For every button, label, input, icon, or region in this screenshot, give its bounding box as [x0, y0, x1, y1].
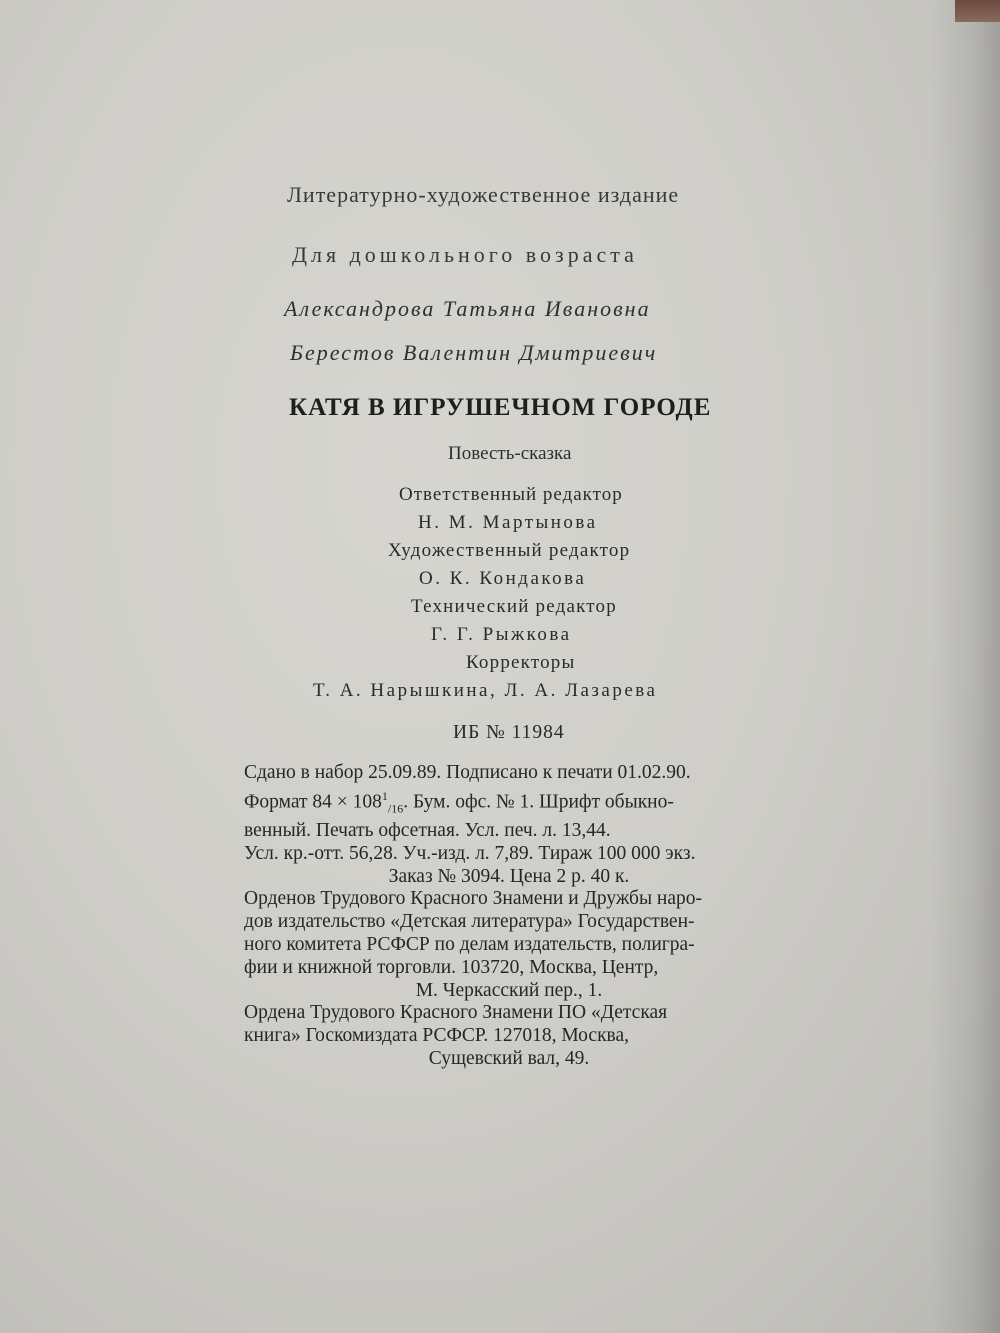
imprint-line-9: [244, 957, 774, 980]
book-title: КАТЯ В ИГРУШЕЧНОМ ГОРОДЕ: [289, 394, 712, 421]
imprint-line-6: [244, 888, 774, 911]
imprint-line-11: [244, 1002, 774, 1025]
imprint-text: ного комитета РСФСР по делам издательств, полигра-: [244, 933, 695, 955]
imprint-text: Усл. кр.-отт. 56,28. Уч.-изд. л. 7,89. Тираж 100 000 экз.: [244, 842, 696, 864]
responsible-editor-role: Ответственный редактор: [399, 484, 623, 505]
book-genre: Повесть-сказка: [448, 443, 572, 464]
imprint-block: [244, 762, 774, 1071]
imprint-text: М. Черкасский пер., 1.: [415, 979, 603, 1001]
imprint-text: фии и книжной торговли. 103720, Москва, Центр,: [244, 956, 659, 978]
imprint-text: дов издательство «Детская литература» Государствен-: [244, 911, 695, 933]
art-editor-role: Художественный редактор: [388, 540, 631, 561]
imprint-line-3: [244, 820, 774, 843]
imprint-text: Сущевский вал, 49.: [428, 1047, 590, 1069]
responsible-editor-name: Н. М. Мартынова: [418, 512, 598, 533]
art-editor-name: О. К. Кондакова: [419, 568, 587, 589]
imprint-line-5: [244, 866, 774, 889]
imprint-line-7: [244, 911, 774, 934]
imprint-text: . Бум. офс. № 1. Шрифт обыкно-: [403, 791, 674, 813]
page-edge-shadow: [930, 0, 1000, 1333]
imprint-line-8: [244, 934, 774, 957]
imprint-text: Формат 84 × 108: [244, 791, 382, 813]
imprint-line-1: [244, 762, 774, 785]
imprint-line-12: [244, 1025, 774, 1048]
imprint-line-10: [244, 980, 774, 1003]
tech-editor-name: Г. Г. Рыжкова: [431, 624, 572, 645]
proofreaders-names: Т. А. Нарышкина, Л. А. Лазарева: [313, 680, 658, 701]
age-group: Для дошкольного возраста: [292, 242, 638, 267]
imprint-text: венный. Печать офсетная. Усл. печ. л. 13,44.: [244, 819, 611, 841]
author-1: Александрова Татьяна Ивановна: [284, 296, 651, 321]
imprint-sub: /16: [387, 801, 404, 816]
imprint-sup: 1: [381, 788, 388, 803]
imprint-text: Сдано в набор 25.09.89. Подписано к печати 01.02.90.: [244, 762, 691, 783]
imprint-text: Орденов Трудового Красного Знамени и Дружбы наро-: [244, 888, 703, 910]
imprint-text: книга» Госкомиздата РСФСР. 127018, Москва,: [244, 1025, 630, 1047]
imprint-line-2: [244, 785, 774, 820]
imprint-line-13: [244, 1048, 774, 1071]
edition-type: Литературно-художественное издание: [287, 182, 680, 207]
imprint-line-4: [244, 843, 774, 866]
tech-editor-role: Технический редактор: [411, 596, 617, 617]
imprint-text: Заказ № 3094. Цена 2 р. 40 к.: [388, 865, 630, 887]
imprint-format: [244, 785, 674, 820]
proofreaders-role: Корректоры: [466, 652, 576, 673]
author-2: Берестов Валентин Дмитриевич: [290, 340, 658, 365]
book-cover-corner: [955, 0, 1000, 22]
ib-number: ИБ № 11984: [453, 722, 565, 743]
imprint-text: Ордена Трудового Красного Знамени ПО «Детская: [244, 1002, 668, 1024]
